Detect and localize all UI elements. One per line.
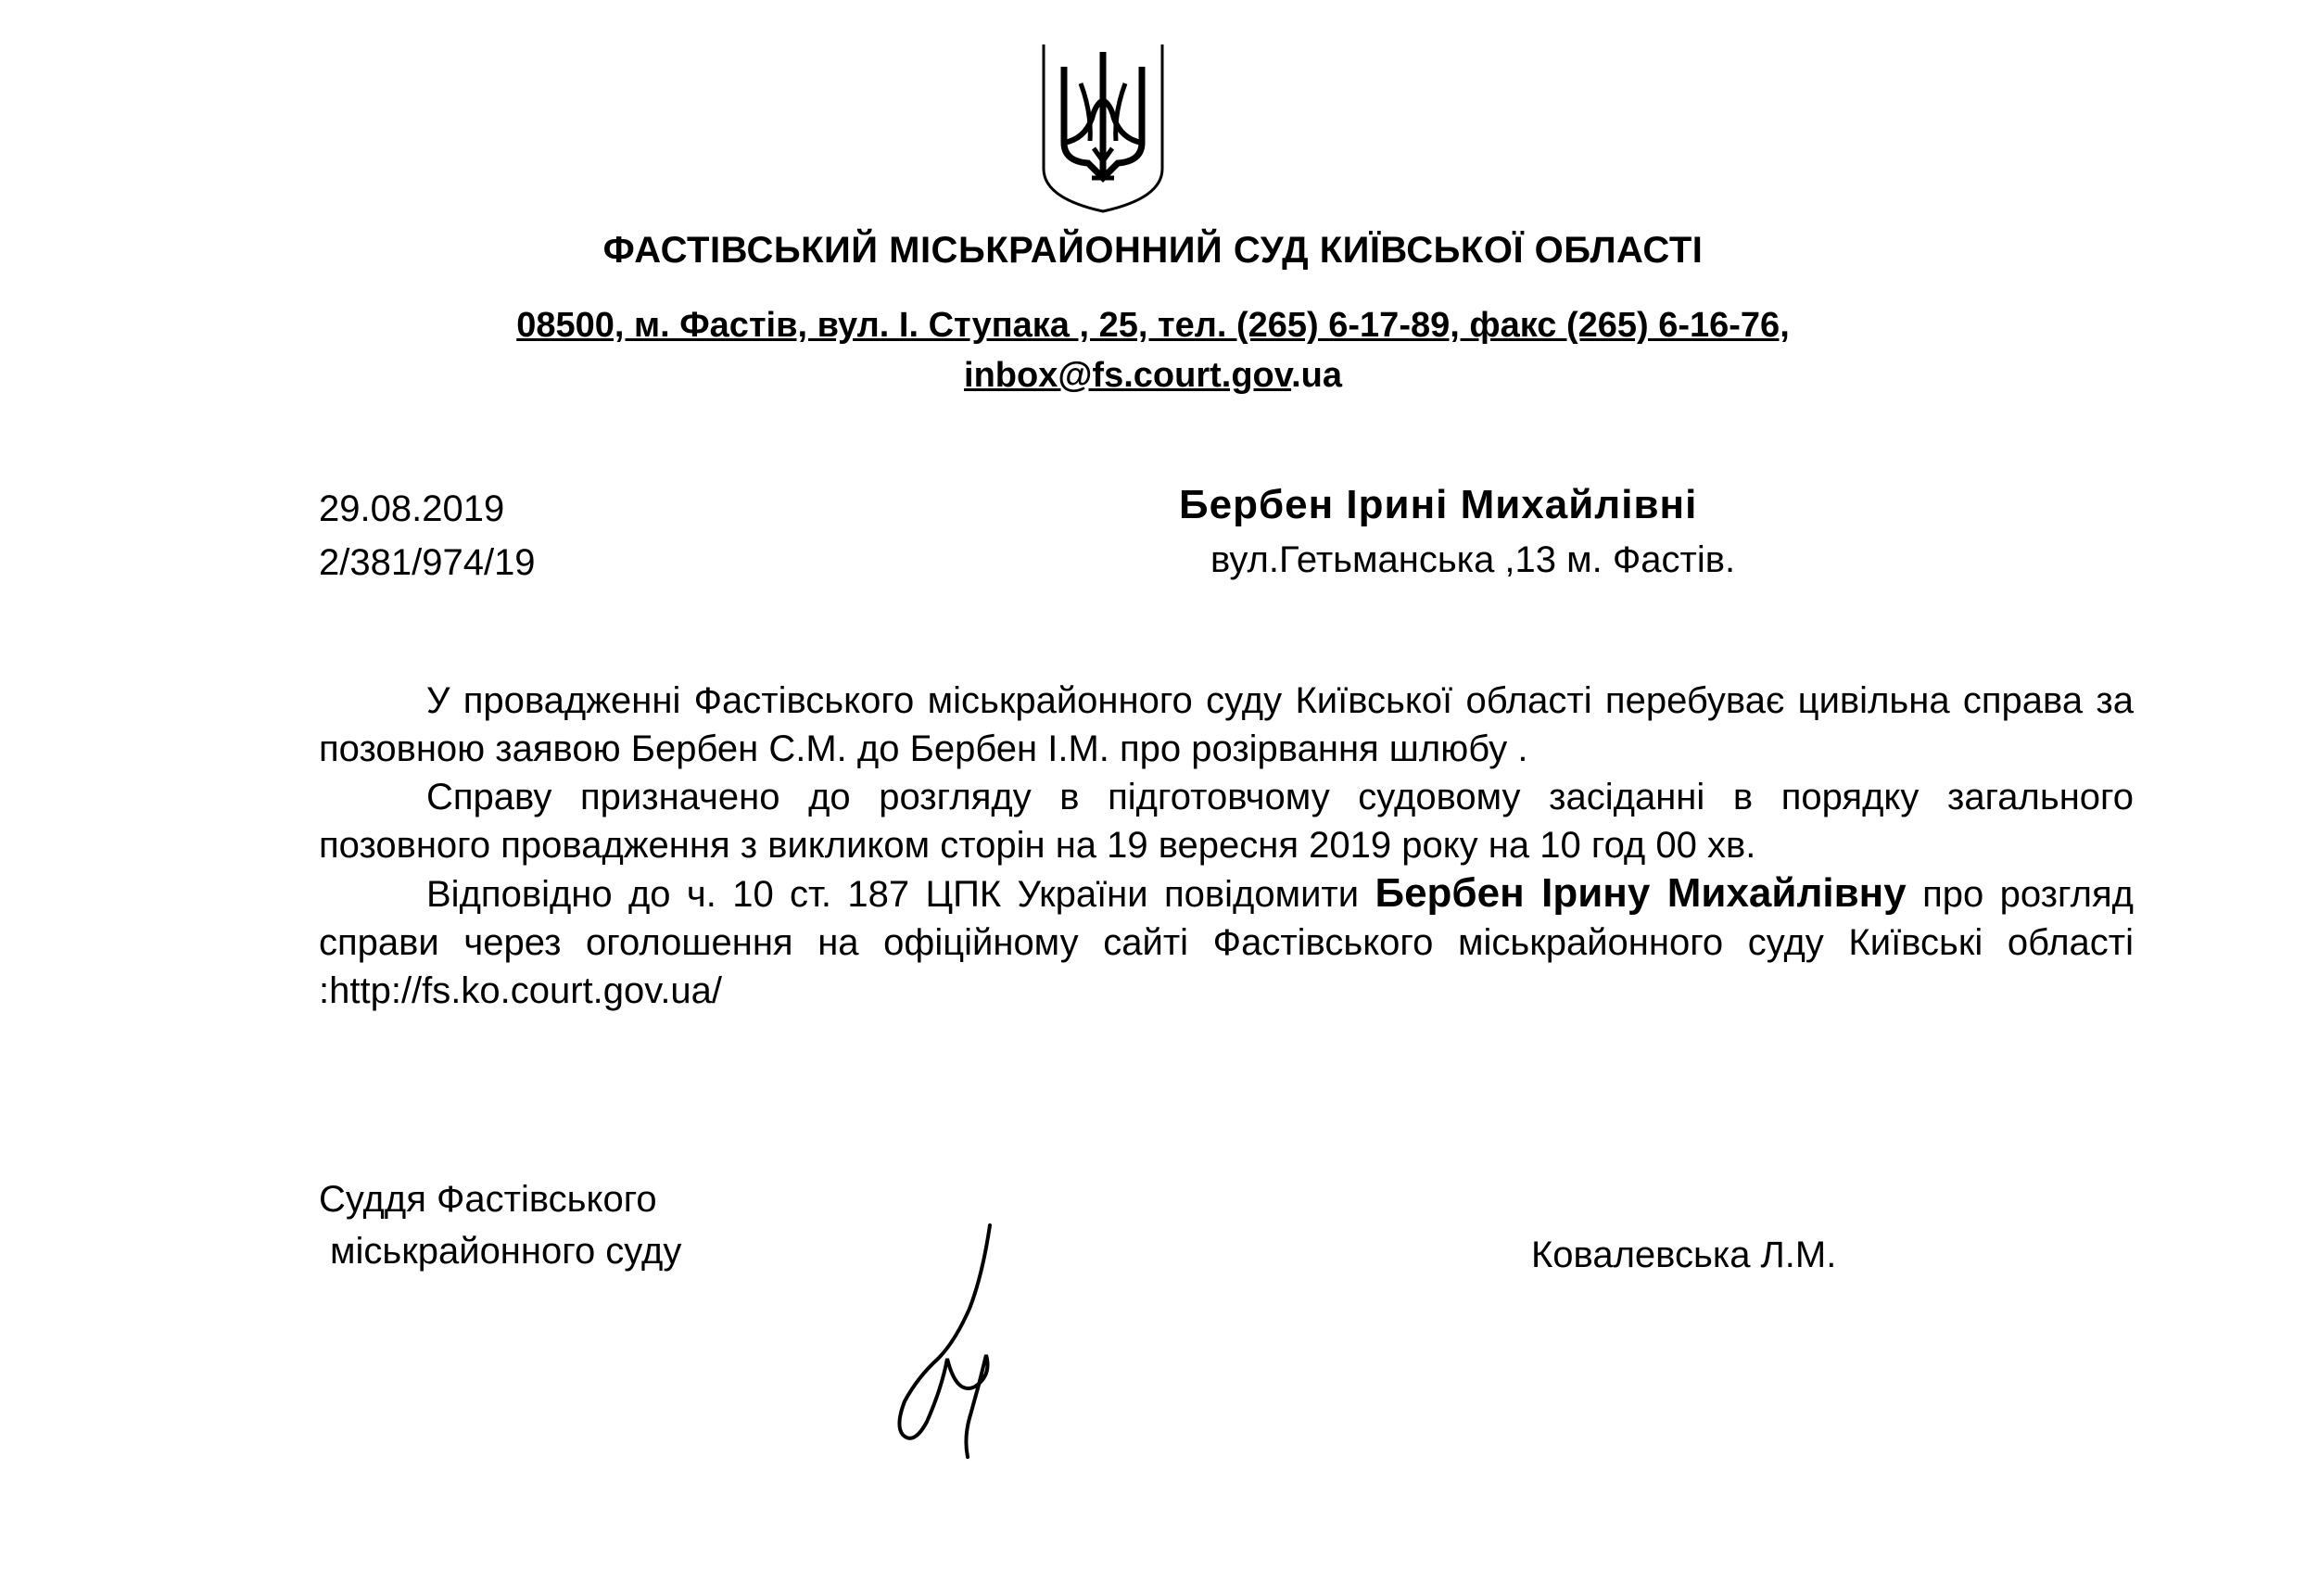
paragraph-2: Справу призначено до розгляду в підготовчому судовому засіданні в порядку загального позовного провадження з викликом сторін на 19 вересня 2019 року на 10 год 00 хв.	[319, 777, 2134, 866]
judge-title	[319, 1173, 681, 1277]
paragraph-3	[319, 869, 2134, 1015]
tryzub-icon	[1036, 39, 1170, 215]
document-date: 29.08.2019	[319, 488, 505, 529]
judge-title-line-1: Суддя Фастівського	[319, 1179, 657, 1220]
court-email-link[interactable]: inbox@fs.court.gov	[964, 356, 1292, 395]
paragraph-3-recipient: Бербен Ірину Михайлівну	[1375, 870, 1907, 916]
addressee-address: вул.Гетьманська ,13 м. Фастів.	[1210, 539, 1736, 580]
document-meta	[319, 482, 536, 589]
court-email-suffix: .ua	[1291, 356, 1342, 395]
paragraph-3-start: Відповідно до ч. 10 ст. 187 ЦПК України повідомити	[426, 874, 1375, 915]
judge-name: Ковалевська Л.М.	[1531, 1235, 1837, 1275]
court-email	[0, 356, 2306, 396]
judge-title-line-2: міськрайонного суду	[330, 1231, 682, 1272]
case-number: 2/381/974/19	[319, 542, 536, 583]
paragraph-3-end: про розгляд справи через оголошення на офіційному сайті Фастівського міськрайонного суду Київські області :http://fs.ko.court.gov.ua/	[319, 874, 2135, 1011]
addressee-name: Бербен Ірині Михайлівні	[1179, 482, 1698, 527]
signature-icon	[890, 1220, 1010, 1461]
letter-body	[319, 677, 2134, 1015]
paragraph-1: У провадженні Фастівського міськрайонного суду Київської області перебуває цивільна справа за позовною заявою Бербен С.М. до Бербен І.М. про розірвання шлюбу .	[319, 680, 2134, 769]
court-address: 08500, м. Фастів, вул. І. Ступака , 25, тел. (265) 6-17-89, факс (265) 6-16-76,	[516, 306, 1790, 345]
court-name: ФАСТІВСЬКИЙ МІСЬКРАЙОННИЙ СУД КИЇВСЬКОЇ ОБЛАСТІ	[602, 230, 1704, 271]
